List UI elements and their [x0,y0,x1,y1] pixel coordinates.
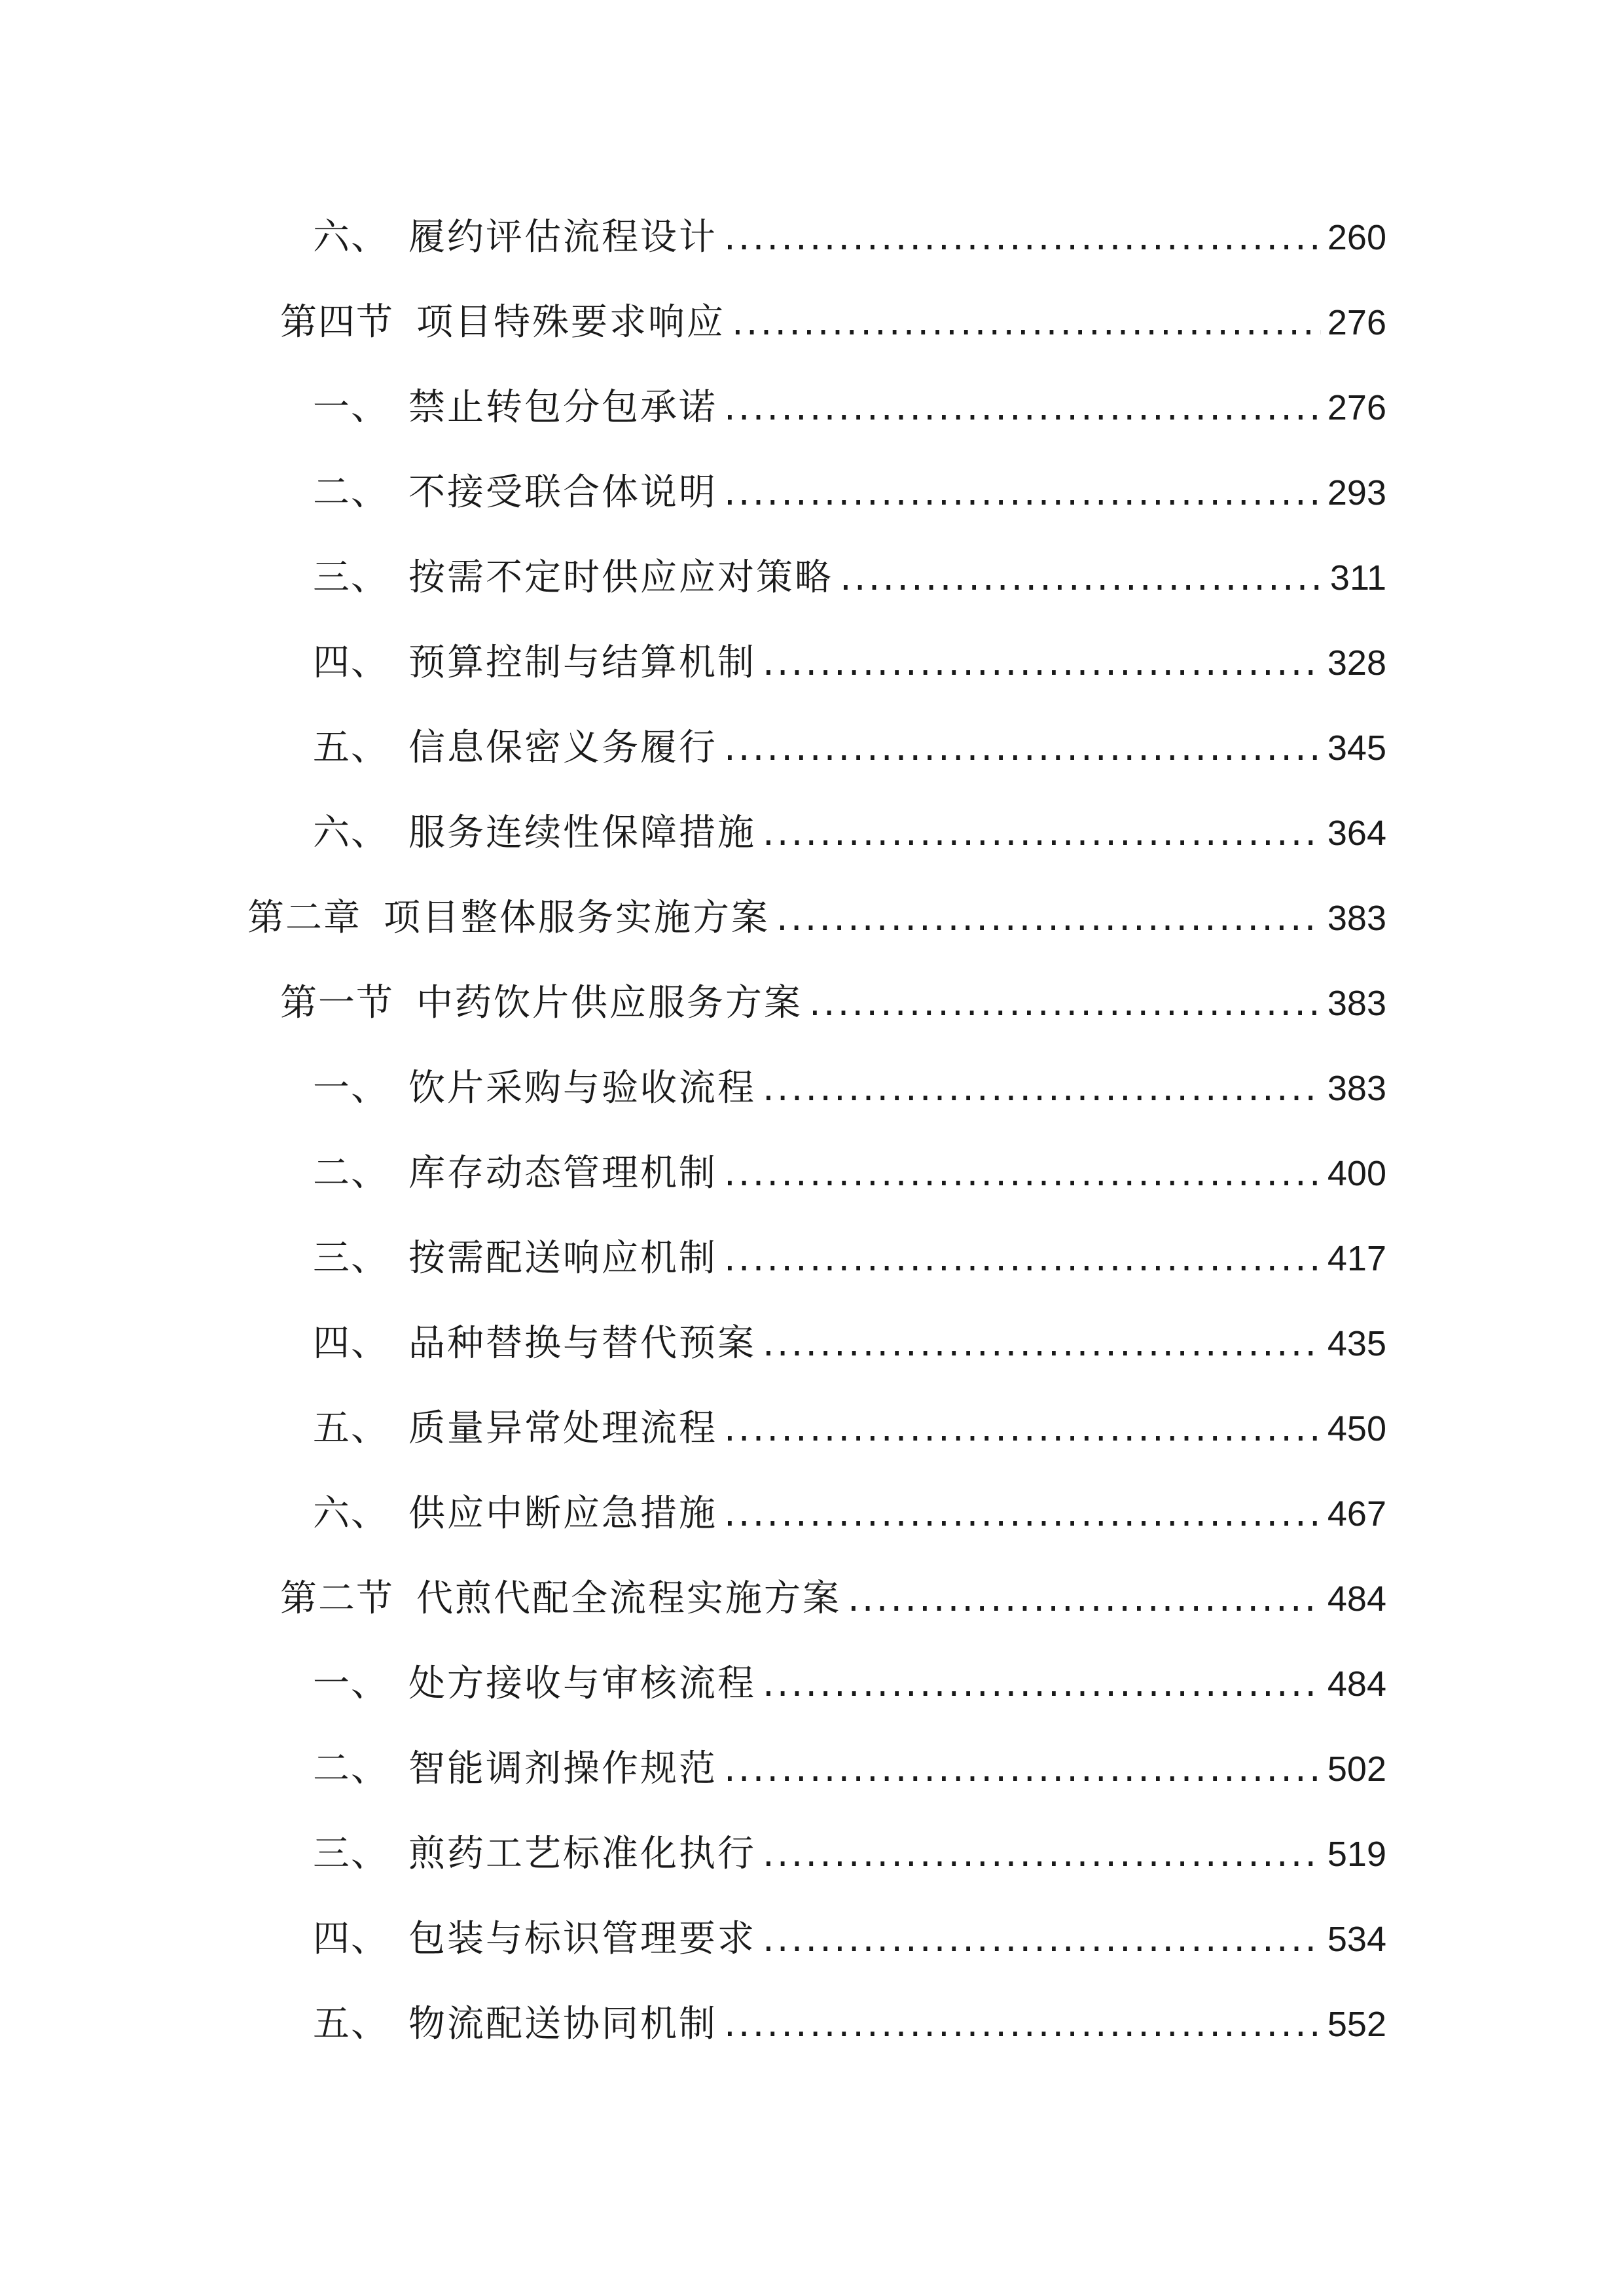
toc-entry-title: 按需配送响应机制 [408,1237,717,1280]
toc-entry[interactable] [313,1144,1386,1203]
toc-entry-page: 260 [1327,218,1386,257]
toc-entry-number: 第二章 [247,897,361,939]
toc-dot-leader [763,1314,1321,1373]
toc-dot-leader [724,1484,1321,1543]
toc-entry[interactable] [280,974,1386,1033]
toc-entry-title: 代煎代配全流程实施方案 [416,1577,841,1620]
toc-entry-title: 项目整体服务实施方案 [384,897,770,939]
toc-dot-leader [724,1740,1321,1799]
toc-entry-title: 禁止转包分包承诺 [408,386,717,429]
toc-entry[interactable] [313,1655,1386,1713]
toc-entry-page: 417 [1327,1239,1386,1278]
toc-dot-leader [724,1995,1321,2054]
toc-entry[interactable] [313,463,1386,522]
toc-entry-number: 五、 [313,726,389,769]
toc-entry[interactable] [313,1229,1386,1288]
toc-entry-page: 484 [1327,1579,1386,1619]
toc-entry-page: 276 [1327,303,1386,342]
toc-entry-page: 484 [1327,1664,1386,1704]
toc-entry-page: 383 [1327,1069,1386,1108]
toc-entry[interactable] [313,1910,1386,1969]
toc-entry-title: 中药饮片供应服务方案 [416,982,803,1024]
toc-dot-leader [763,804,1321,863]
toc-entry[interactable] [313,1059,1386,1118]
toc-entry-page: 276 [1327,388,1386,427]
toc-entry[interactable] [313,378,1386,437]
toc-dot-leader [763,1059,1321,1118]
toc-entry-title: 供应中断应急措施 [408,1492,717,1535]
toc-entry-page: 552 [1327,2005,1386,2044]
toc-entry-page: 293 [1327,473,1386,512]
toc-dot-leader [724,378,1321,437]
toc-entry-title: 履约评估流程设计 [408,216,717,259]
toc-entry-number: 一、 [313,1067,389,1109]
toc-dot-leader [848,1570,1321,1628]
toc-entry-number: 四、 [313,1322,389,1365]
toc-entry-page: 502 [1327,1749,1386,1789]
toc-entry-title: 处方接收与审核流程 [408,1662,756,1705]
toc-entry-page: 467 [1327,1494,1386,1534]
toc-entry-title: 煎药工艺标准化执行 [408,1833,756,1875]
toc-entry-page: 534 [1327,1920,1386,1959]
toc-entry[interactable] [313,804,1386,863]
toc-entry-title: 项目特殊要求响应 [416,301,725,344]
toc-dot-leader [763,634,1321,692]
toc-entry-title: 品种替换与替代预案 [408,1322,756,1365]
toc-entry[interactable] [313,1740,1386,1799]
toc-entry-title: 智能调剂操作规范 [408,1748,717,1790]
toc-entry-title: 包装与标识管理要求 [408,1918,756,1960]
toc-entry[interactable] [313,1399,1386,1458]
toc-entry-number: 第四节 [280,301,394,344]
toc-dot-leader [809,974,1321,1033]
toc-entry-page: 364 [1327,814,1386,853]
toc-entry-title: 服务连续性保障措施 [408,812,756,854]
toc-entry-title: 预算控制与结算机制 [408,641,756,684]
toc-entry-page: 450 [1327,1409,1386,1448]
toc-entry-number: 一、 [313,1662,389,1705]
toc-dot-leader [776,889,1321,948]
toc-entry-number: 五、 [313,2003,389,2045]
toc-entry-title: 质量异常处理流程 [408,1407,717,1450]
toc-dot-leader [724,208,1321,267]
toc-entry-page: 435 [1327,1324,1386,1363]
toc-entry-page: 328 [1327,643,1386,683]
toc-entry-page: 383 [1327,899,1386,938]
toc-entry-number: 二、 [313,1748,389,1790]
toc-entry-number: 四、 [313,641,389,684]
toc-entry[interactable] [313,719,1386,778]
toc-entry-title: 不接受联合体说明 [408,471,717,514]
toc-entry[interactable] [313,634,1386,692]
toc-dot-leader [724,1399,1321,1458]
toc-entry-number: 三、 [313,1833,389,1875]
toc-dot-leader [724,719,1321,778]
toc-dot-leader [724,1144,1321,1203]
toc-entry[interactable] [247,889,1386,948]
toc-entry-number: 三、 [313,1237,389,1280]
toc-entry[interactable] [313,1314,1386,1373]
toc-dot-leader [763,1825,1321,1884]
toc-entry-number: 二、 [313,471,389,514]
toc-entry-title: 库存动态管理机制 [408,1152,717,1194]
toc-entry-number: 二、 [313,1152,389,1194]
toc-entry-page: 519 [1327,1835,1386,1874]
toc-dot-leader [724,463,1321,522]
toc-entry[interactable] [313,548,1386,607]
toc-entry-title: 物流配送协同机制 [408,2003,717,2045]
toc-entry-number: 六、 [313,216,389,259]
toc-entry[interactable] [280,1570,1386,1628]
toc-entry-number: 四、 [313,1918,389,1960]
toc-entry[interactable] [313,208,1386,267]
toc-entry-title: 按需不定时供应应对策略 [408,556,833,599]
toc-entry-title: 饮片采购与验收流程 [408,1067,756,1109]
toc-entry[interactable] [313,1995,1386,2054]
toc-dot-leader [732,293,1321,352]
toc-entry[interactable] [313,1484,1386,1543]
toc-entry-number: 六、 [313,1492,389,1535]
toc-entry-page: 311 [1329,558,1386,598]
toc-entry[interactable] [280,293,1386,352]
toc-dot-leader [763,1910,1321,1969]
toc-dot-leader [763,1655,1321,1713]
toc-entry-title: 信息保密义务履行 [408,726,717,769]
toc-entry-number: 一、 [313,386,389,429]
toc-entry-page: 383 [1327,984,1386,1023]
toc-entry-page: 400 [1327,1154,1386,1193]
toc-entry-number: 六、 [313,812,389,854]
toc-entry-number: 第二节 [280,1577,394,1620]
toc-entry-number: 三、 [313,556,389,599]
toc-entry[interactable] [313,1825,1386,1884]
toc-entry-number: 第一节 [280,982,394,1024]
toc-dot-leader [840,548,1324,607]
toc-dot-leader [724,1229,1321,1288]
toc-entry-page: 345 [1327,728,1386,768]
toc-entry-number: 五、 [313,1407,389,1450]
